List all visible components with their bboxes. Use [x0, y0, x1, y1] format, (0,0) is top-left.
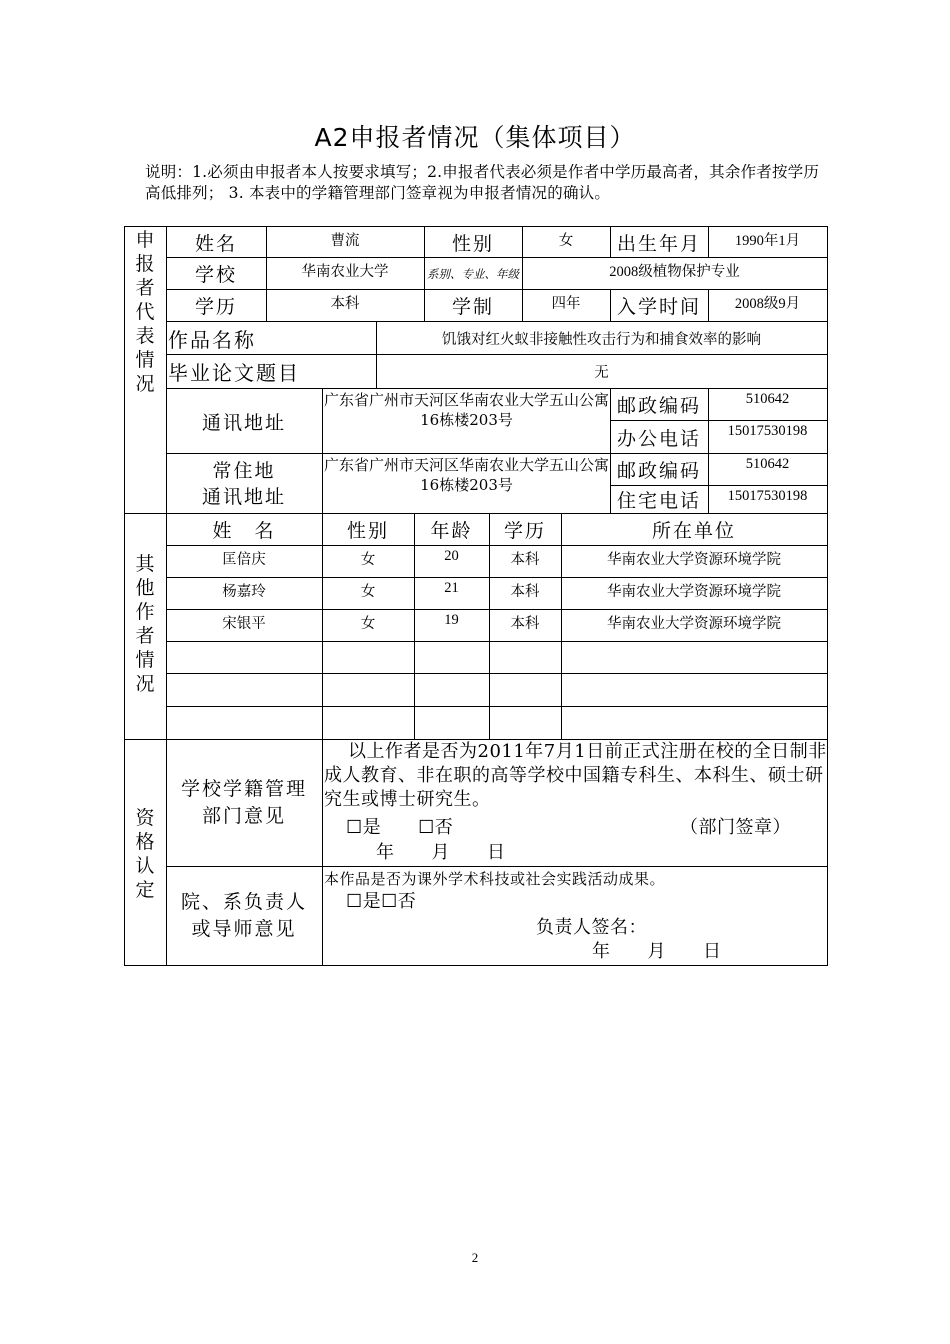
- birth-label: 出生年月: [616, 232, 701, 255]
- addr-label: 通讯地址: [201, 411, 286, 434]
- table-row-1-unit: 华南农业大学资源环境学院: [607, 552, 781, 568]
- table-row-2-unit: 华南农业大学资源环境学院: [607, 584, 781, 600]
- dept-opinion-options: ☐是☐否: [346, 891, 417, 912]
- home-postcode-value: 510642: [745, 456, 790, 472]
- school-opinion-text: 以上作者是否为2011年7月1日前正式注册在校的全日制非成人教育、非在职的高等学校中国籍专科生、本科生、硕士研究生或博士研究生。: [324, 741, 827, 810]
- rep-section-label: 申 报 者 代 表 情 况: [135, 229, 155, 395]
- dept-label: 系别、专业、年级: [427, 266, 519, 281]
- table-row-3-age: 19: [444, 612, 459, 628]
- enroll-value: 2008级9月: [734, 296, 801, 312]
- table-row-3-gender: 女: [360, 616, 376, 632]
- school-stamp: （部门签章）: [680, 817, 791, 838]
- home-phone-value: 15017530198: [727, 488, 808, 504]
- thesis-value: 无: [594, 365, 609, 381]
- home-phone-label: 住宅电话: [616, 490, 701, 512]
- table-row-1-name: 匡倍庆: [222, 552, 266, 568]
- table-row-1-edu: 本科: [510, 552, 540, 568]
- dept-opinion-label: 院、系负责人 或导师意见: [180, 891, 307, 940]
- table-row-1-gender: 女: [360, 552, 376, 568]
- thesis-label: 毕业论文题目: [168, 361, 300, 385]
- name-value: 曹流: [330, 233, 360, 249]
- postcode-value: 510642: [745, 391, 790, 407]
- system-value: 四年: [551, 296, 581, 312]
- others-header-unit: 所在单位: [651, 520, 736, 542]
- others-section-label: 其 他 作 者 情 况: [135, 553, 155, 695]
- others-header-gender: 性别: [346, 520, 389, 542]
- table-row-3-unit: 华南农业大学资源环境学院: [607, 616, 781, 632]
- school-date: 年 月 日: [376, 842, 506, 863]
- name-label: 姓名: [194, 232, 237, 255]
- school-opinion-options: ☐是 ☐否: [346, 817, 454, 838]
- table-row-3-name: 宋银平: [222, 616, 266, 632]
- home-postcode-label: 邮政编码: [616, 460, 701, 482]
- others-header-age: 年龄: [430, 520, 473, 542]
- school-opinion-label: 学校学籍管理 部门意见: [180, 778, 307, 827]
- gender-label: 性别: [451, 232, 494, 255]
- home-addr-label: 常住地 通讯地址: [201, 459, 286, 508]
- system-label: 学制: [451, 296, 494, 318]
- table-row-2-age: 21: [444, 580, 459, 596]
- table-row-3-edu: 本科: [510, 616, 540, 632]
- page-title: A2申报者情况（集体项目）: [314, 123, 636, 152]
- page-number: 2: [471, 1250, 479, 1265]
- table-row-2-gender: 女: [360, 584, 376, 600]
- office-phone-value: 15017530198: [727, 423, 808, 439]
- postcode-label: 邮政编码: [616, 395, 701, 417]
- office-phone-label: 办公电话: [616, 427, 701, 450]
- table-row-2-edu: 本科: [510, 584, 540, 600]
- enroll-label: 入学时间: [616, 296, 701, 318]
- dept-opinion-text: 本作品是否为课外学术科技或社会实践活动成果。: [324, 870, 666, 888]
- dept-date: 年 月 日: [592, 941, 722, 962]
- work-value: 饥饿对红火蚁非接触性攻击行为和捕食效率的影响: [442, 331, 761, 348]
- qualification-section-label: 资 格 认 定: [135, 807, 155, 901]
- edu-value: 本科: [330, 296, 360, 312]
- application-form-table: [124, 226, 828, 966]
- work-label: 作品名称: [168, 327, 256, 352]
- others-header-name: 姓 名: [212, 520, 276, 542]
- dept-value: 2008级植物保护专业: [609, 264, 740, 280]
- table-row-1-age: 20: [444, 548, 459, 564]
- edu-label: 学历: [194, 296, 237, 318]
- home-addr-value: 广东省广州市天河区华南农业大学五山公寓16栋楼203号: [323, 456, 609, 494]
- instructions-note: 说明：1.必须由申报者本人按要求填写；2.申报者代表必须是作者中学历最高者，其余作者按学历高低排列； 3. 本表中的学籍管理部门签章视为申报者情况的确认。: [145, 163, 820, 202]
- addr-value: 广东省广州市天河区华南农业大学五山公寓16栋楼203号: [323, 391, 609, 429]
- dept-sign: 负责人签名：: [536, 917, 647, 938]
- gender-value: 女: [558, 233, 574, 249]
- table-row-2-name: 杨嘉玲: [222, 584, 266, 600]
- birth-value: 1990年1月: [734, 233, 801, 249]
- school-label: 学校: [194, 264, 237, 286]
- school-value: 华南农业大学: [301, 264, 389, 280]
- others-header-edu: 学历: [503, 520, 546, 542]
